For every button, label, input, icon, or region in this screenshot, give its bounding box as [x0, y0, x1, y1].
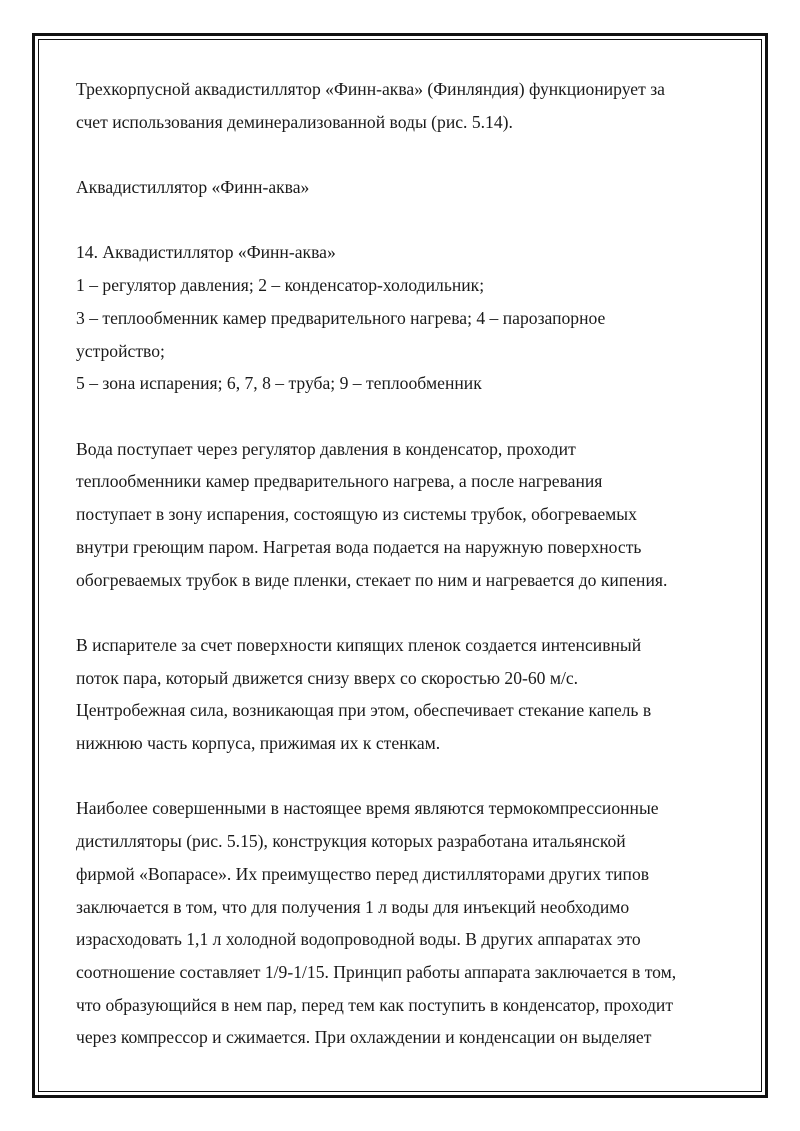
text-line: Наиболее совершенными в настоящее время являются термокомпрессионные	[76, 798, 659, 819]
paragraph-gap	[76, 596, 726, 629]
text-line: поступает в зону испарения, состоящую из системы трубок, обогреваемых	[76, 504, 637, 525]
paragraph-gap	[76, 138, 726, 171]
paragraph-gap	[76, 204, 726, 237]
text-line: 3 – теплообменник камер предварительного нагрева; 4 – парозапорное	[76, 307, 606, 328]
text-line: заключается в том, что для получения 1 л воды для инъекций необходимо	[76, 896, 630, 917]
text-line: обогреваемых трубок в виде пленки, стекает по ним и нагревается до кипения.	[76, 569, 668, 590]
paragraph-gap	[76, 400, 726, 433]
text-line: через компрессор и сжимается. При охлаждении и конденсации он выделяет	[76, 1027, 652, 1048]
text-line: нижнюю часть корпуса, прижимая их к стенкам.	[76, 733, 441, 753]
text-line: соотношение составляет 1/9-1/15. Принцип работы аппарата заключается в том,	[76, 961, 677, 982]
text-line: 5 – зона испарения; 6, 7, 8 – труба; 9 – теплообменник	[76, 373, 482, 394]
text-line: теплообменники камер предварительного нагрева, а после нагревания	[76, 471, 603, 492]
text-line: устройство;	[76, 340, 165, 361]
text-line: 1 – регулятор давления; 2 – конденсатор-холодильник;	[76, 275, 485, 296]
text-line: Вода поступает через регулятор давления в конденсатор, проходит	[76, 438, 576, 459]
text-line: фирмой «Вопарасе». Их преимущество перед дистилляторами других типов	[76, 863, 650, 884]
paragraph-evaporator	[76, 629, 726, 760]
text-line: В испарителе за счет поверхности кипящих пленок создается интенсивный	[76, 634, 642, 655]
text-line: израсходовать 1,1 л холодной водопроводной воды. В других аппаратах это	[76, 929, 641, 950]
text-line: Аквадистиллятор «Финн-аква»	[76, 177, 310, 198]
document-body	[76, 73, 726, 1054]
text-line: 14. Аквадистиллятор «Финн-аква»	[76, 242, 336, 263]
paragraph-gap	[76, 760, 726, 793]
figure-caption	[76, 236, 726, 400]
text-line: внутри греющим паром. Нагретая вода подается на наружную поверхность	[76, 536, 642, 557]
text-line: поток пара, который движется снизу вверх со скоростью 20-60 м/с.	[76, 667, 579, 688]
text-line: что образующийся в нем пар, перед тем как поступить в конденсатор, проходит	[76, 994, 674, 1015]
text-line: Трехкорпусной аквадистиллятор «Финн-аква» (Финляндия) функционирует за	[76, 79, 665, 99]
text-line: дистилляторы (рис. 5.15), конструкция которых разработана итальянской	[76, 831, 626, 852]
figure-title	[76, 171, 726, 204]
text-line: Центробежная сила, возникающая при этом, обеспечивает стекание капель в	[76, 700, 652, 721]
text-line: счет использования деминерализованной воды (рис. 5.14).	[76, 111, 513, 132]
paragraph-thermocompression	[76, 792, 726, 1054]
paragraph-intro	[76, 73, 726, 138]
paragraph-water-flow	[76, 433, 726, 597]
